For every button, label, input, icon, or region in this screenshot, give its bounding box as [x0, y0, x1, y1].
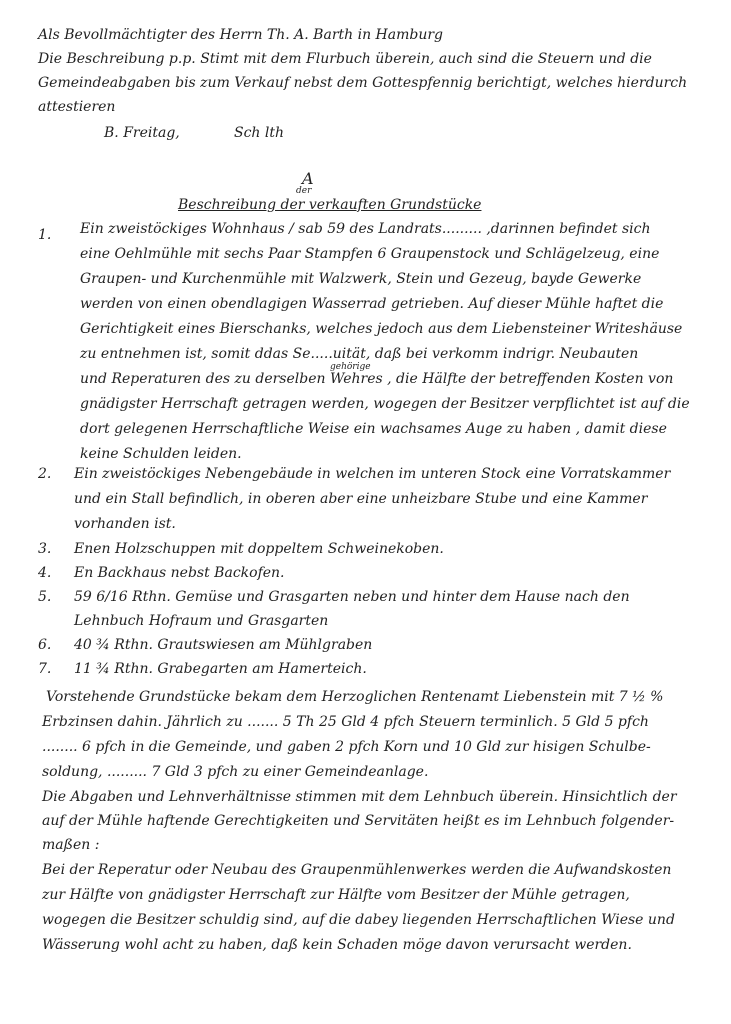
- section-letter: A: [302, 169, 314, 188]
- item-2-line-1: Ein zweistöckiges Nebengebäude in welchen im unteren Stock eine Vorratskammer: [74, 466, 671, 482]
- header-line-1: Als Bevollmächtigter des Herrn Th. A. Barth in Hamburg: [38, 27, 444, 43]
- item-2-line-2: und ein Stall befindlich, in oberen aber eine unheizbare Stube und eine Kammer: [74, 491, 648, 507]
- item-3-line-1: Enen Holzschuppen mit doppeltem Schweinekoben.: [74, 541, 444, 557]
- item-4-line-1: En Backhaus nebst Backofen.: [74, 565, 285, 581]
- closing-line-2: Erbzinsen dahin. Jährlich zu ....... 5 Th 25 Gld 4 pfch Steuern terminlich. 5 Gld 5 pfch: [42, 714, 649, 730]
- item-1-line-1: Ein zweistöckiges Wohnhaus / sab 59 des Landrats......... ,darinnen befindet sich: [80, 221, 651, 237]
- closing-line-7: maßen :: [42, 837, 100, 853]
- item-5-line-1: 59 6/16 Rthn. Gemüse und Grasgarten neben und hinter dem Hause nach den: [74, 589, 630, 605]
- item-1-line-7: und Reperaturen des zu derselben Wehres , die Hälfte der betreffenden Kosten von: [80, 371, 674, 387]
- item-1-line-9: dort gelegenen Herrschaftliche Weise ein wachsames Auge zu haben , damit diese: [80, 421, 667, 437]
- closing-line-8: Bei der Reperatur oder Neubau des Graupenmühlenwerkes werden die Aufwandskosten: [42, 862, 672, 878]
- item-3-number: 3.: [38, 541, 52, 557]
- item-1-line-3: Graupen- und Kurchenmühle mit Walzwerk, Stein und Gezeug, bayde Gewerke: [80, 271, 642, 287]
- header-line-2: Die Beschreibung p.p. Stimt mit dem Flurbuch überein, auch sind die Steuern und die: [38, 51, 652, 67]
- closing-line-3: ........ 6 pfch in die Gemeinde, und gaben 2 pfch Korn und 10 Gld zur hisigen Schulbe-: [42, 739, 651, 755]
- title-insert: der: [296, 186, 312, 196]
- item-1-line-5: Gerichtigkeit eines Bierschanks, welches jedoch aus dem Liebensteiner Writeshäuse: [80, 321, 683, 337]
- item-7-number: 7.: [38, 661, 52, 677]
- item-6-line-1: 40 ¾ Rthn. Grautswiesen am Mühlgraben: [74, 637, 373, 653]
- item-5-number: 5.: [38, 589, 52, 605]
- item-4-number: 4.: [38, 565, 52, 581]
- header-line-3: Gemeindeabgaben bis zum Verkauf nebst dem Gottespfennig berichtigt, welches hierdurch: [38, 75, 688, 91]
- item-1-line-8: gnädigster Herrschaft getragen werden, wogegen der Besitzer verpflichtet ist auf die: [80, 396, 690, 412]
- header-line-4: attestieren: [38, 99, 116, 115]
- item-2-number: 2.: [38, 466, 52, 482]
- signature-name: B. Freitag,: [104, 125, 180, 141]
- closing-line-11: Wässerung wohl acht zu haben, daß kein Schaden möge davon verursacht werden.: [42, 937, 632, 953]
- item-1-line-2: eine Oehlmühle mit sechs Paar Stampfen 6 Graupenstock und Schlägelzeug, eine: [80, 246, 660, 262]
- item-1-number: 1.: [38, 227, 52, 243]
- closing-line-9: zur Hälfte von gnädigster Herrschaft zur Hälfte vom Besitzer der Mühle getragen,: [42, 887, 630, 903]
- item-2-line-3: vorhanden ist.: [74, 516, 176, 532]
- item-7-line-1: 11 ¾ Rthn. Grabegarten am Hamerteich.: [74, 661, 367, 677]
- signature-title: Sch lth: [234, 125, 285, 141]
- item-5-line-2: Lehnbuch Hofraum und Grasgarten: [74, 613, 329, 629]
- closing-line-6: auf der Mühle haftende Gerechtigkeiten und Servitäten heißt es im Lehnbuch folgender-: [42, 813, 675, 829]
- closing-line-1: Vorstehende Grundstücke bekam dem Herzoglichen Rentenamt Liebenstein mit 7 ½ %: [46, 689, 664, 705]
- item-1-line-4: werden von einen obendlagigen Wasserrad getrieben. Auf dieser Mühle haftet die: [80, 296, 664, 312]
- closing-line-4: soldung, ......... 7 Gld 3 pfch zu einer Gemeindeanlage.: [42, 764, 429, 780]
- item-6-number: 6.: [38, 637, 52, 653]
- item-1-line-10: keine Schulden leiden.: [80, 446, 242, 462]
- item-1-line-6: zu entnehmen ist, somit ddas Se.....uität, daß bei verkomm indrigr. Neubauten: [80, 346, 639, 362]
- section-title: Beschreibung der verkauften Grundstücke: [178, 197, 482, 213]
- closing-line-5: Die Abgaben und Lehnverhältnisse stimmen mit dem Lehnbuch überein. Hinsichtlich der: [42, 789, 677, 805]
- item-1-insert: gehörige: [330, 362, 371, 372]
- closing-line-10: wogegen die Besitzer schuldig sind, auf die dabey liegenden Herrschaftlichen Wiese und: [42, 912, 675, 928]
